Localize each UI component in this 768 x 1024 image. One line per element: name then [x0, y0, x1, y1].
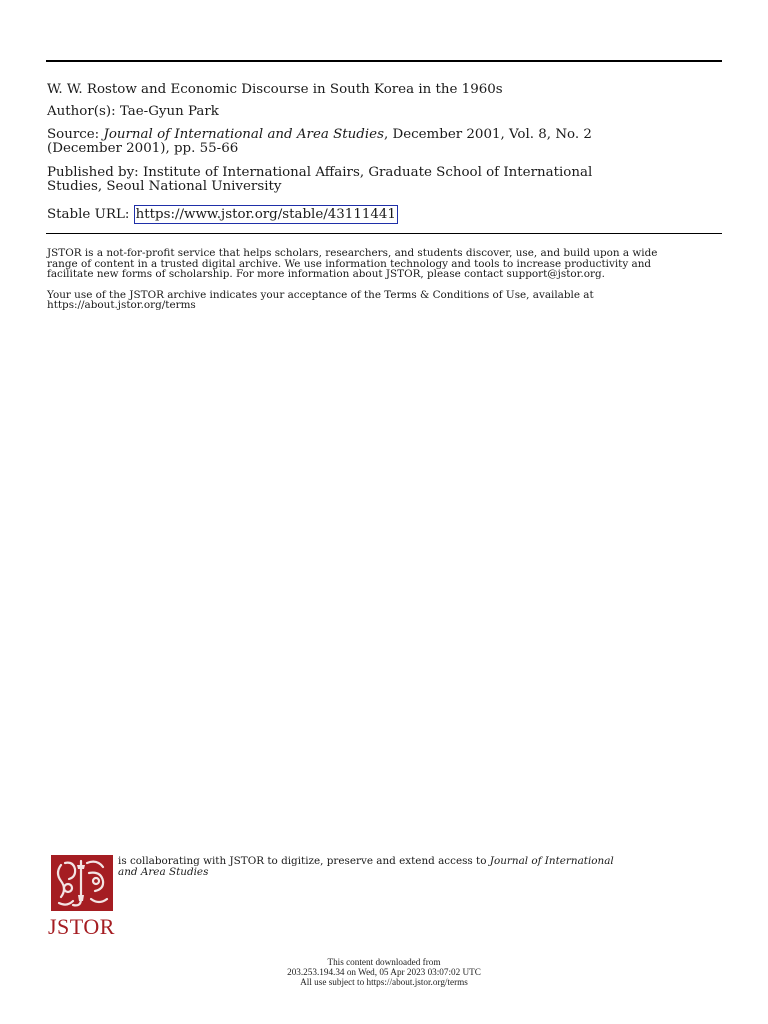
footer-line-2: 203.253.194.34 on Wed, 05 Apr 2023 03:07:02 UTC [287, 967, 481, 977]
jstor-wordmark: JSTOR [48, 914, 115, 939]
publisher-name: Institute of International Affairs, Graduate School of International [142, 165, 593, 180]
author-label: Author(s): [47, 104, 116, 119]
footer-line-1: This content downloaded from [327, 957, 441, 967]
source-pages: (December 2001), pp. 55-66 [47, 141, 239, 156]
jstor-logo-icon [51, 855, 113, 911]
publisher-label: Published by: [47, 165, 139, 180]
source-label: Source: [47, 127, 100, 142]
divider-rule [46, 233, 722, 234]
publisher-line [47, 165, 592, 180]
collab-journal-cont: and Area Studies [118, 866, 209, 878]
terms-line-1: Your use of the JSTOR archive indicates your acceptance of the Terms & Conditions of Use, available at [47, 288, 594, 301]
terms-line-2: https://about.jstor.org/terms [47, 299, 196, 312]
collab-journal: Journal of International [489, 855, 614, 867]
collaboration-statement [118, 856, 718, 878]
footer-line-3: All use subject to https://about.jstor.org/terms [300, 977, 468, 987]
top-rule [46, 60, 722, 62]
stable-url-link[interactable]: https://www.jstor.org/stable/43111441 [135, 207, 396, 222]
source-details: , December 2001, Vol. 8, No. 2 [383, 127, 592, 142]
stable-url-line [47, 205, 398, 224]
journal-name: Journal of International and Area Studies [103, 127, 384, 142]
notice-line-2: range of content in a trusted digital archive. We use information technology and tools to increase productivity and [47, 257, 652, 270]
collab-text: is collaborating with JSTOR to digitize, preserve and extend access to [118, 855, 490, 867]
jstor-notice [47, 248, 722, 311]
source-line [47, 127, 592, 142]
publisher-name-cont: Studies, Seoul National University [47, 179, 282, 194]
stable-url-label: Stable URL: [47, 207, 130, 222]
notice-line-3: facilitate new forms of scholarship. For more information about JSTOR, please contact support@jstor.org. [47, 268, 605, 281]
author-line [47, 104, 219, 119]
author-name: Tae-Gyun Park [119, 104, 219, 119]
article-title: W. W. Rostow and Economic Discourse in South Korea in the 1960s [47, 82, 503, 97]
download-footer [0, 957, 768, 987]
notice-line-1: JSTOR is a not-for-profit service that helps scholars, researchers, and students discover, use, and build upon a wide [47, 247, 658, 259]
